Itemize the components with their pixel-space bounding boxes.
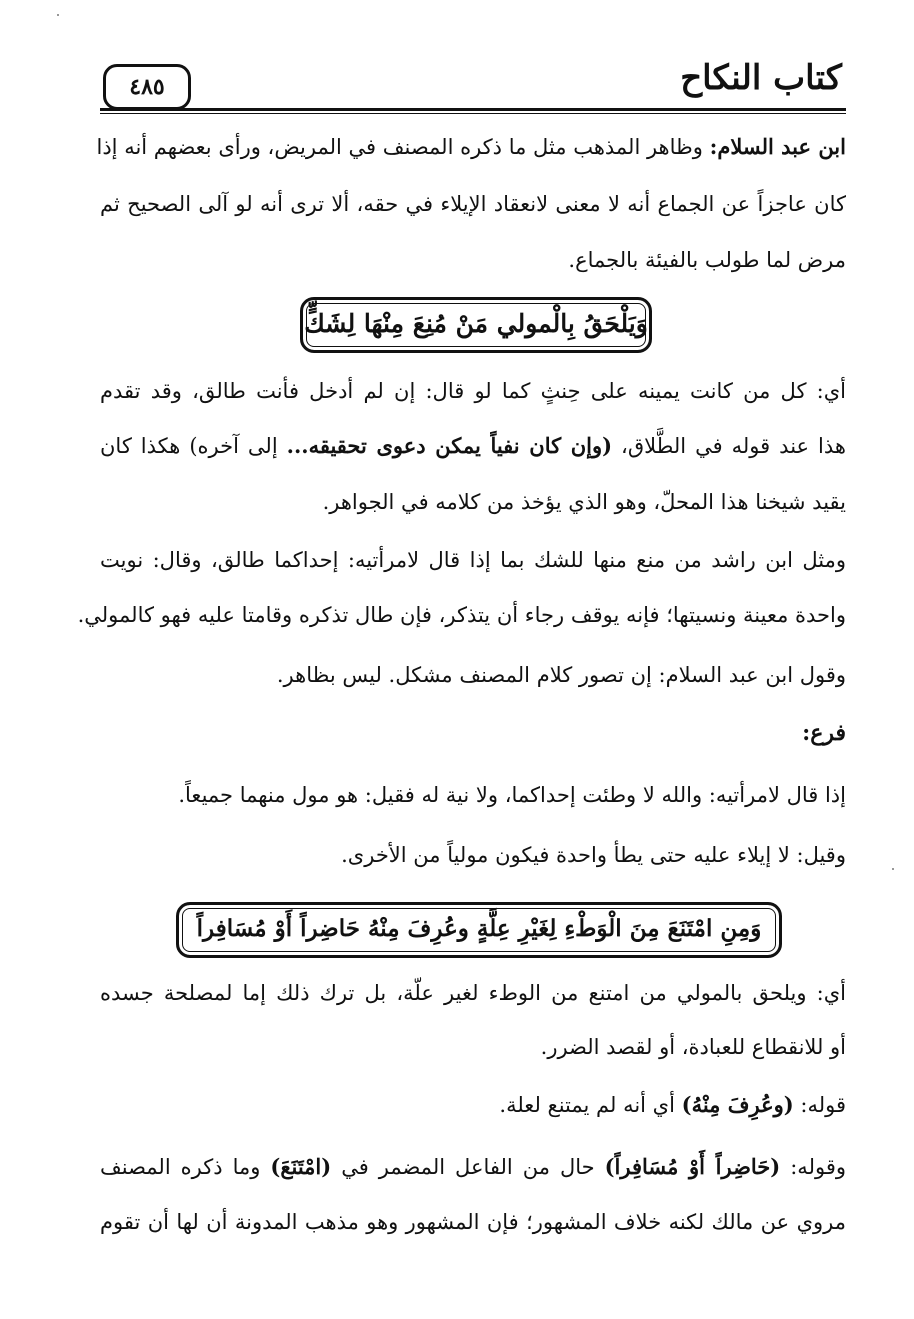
text-line: مروي عن مالك لكنه خلاف المشهور؛ فإن المشهور وهو مذهب المدونة أن لها أن تقوم [100,1210,846,1234]
quoted-matn: (امْتَنَعَ) [270,1154,332,1179]
text-line: إذا قال لامرأتيه: والله لا وطئت إحداكما، ولا نية له فقيل: هو مول منهما جميعاً. [178,783,846,807]
quoted-matn: (وإن كان نفياً يمكن دعوى تحقيقه... [286,433,613,458]
text-line: أي: كل من كانت يمينه على حِنثٍ كما لو قال: إن لم أدخل فأنت طالق، وقد تقدم [100,379,846,403]
text-line [96,132,846,162]
text-line: كان عاجزاً عن الجماع أنه لا معنى لانعقاد الإيلاء في حقه، ألا ترى أنه لو آلى الصحيح ثم [100,192,846,216]
header-rule [100,108,846,111]
text-span: حال من الفاعل المضمر في [331,1155,605,1179]
text-span: قوله: [793,1093,846,1117]
text-line [100,1152,846,1182]
scan-speck [892,868,894,870]
text-span: إلى آخره) هكذا كان [100,434,287,458]
speaker-label: ابن عبد السلام: [709,134,846,159]
quoted-matn: (حَاضِراً أَوْ مُسَافِراً) [604,1154,781,1179]
header-rule-thin [100,113,846,114]
text-line: يقيد شيخنا هذا المحلّ، وهو الذي يؤخذ من كلامه في الجواهر. [322,490,846,514]
running-title: كتاب النكاح [680,58,842,98]
text-line: وقيل: لا إيلاء عليه حتى يطأ واحدة فيكون مولياً من الأخرى. [341,843,846,867]
text-span: هذا عند قوله في الطَّلاق، [612,434,846,458]
matn-heading: وَيَلْحَقُ بِالْمولي مَنْ مُنِعَ مِنْهَا لِشَكٍّ [300,297,652,353]
text-line: أي: ويلحق بالمولي من امتنع من الوطء لغير علّة، بل ترك ذلك إما لمصلحة جسده [100,981,846,1005]
text-span: وظاهر المذهب مثل ما ذكره المصنف في المريض، ورأى بعضهم أنه إذا [96,135,710,159]
quoted-matn: (وعُرِفَ مِنْهُ) [681,1092,794,1117]
text-line: وقول ابن عبد السلام: إن تصور كلام المصنف مشكل. ليس بظاهر. [276,663,846,687]
text-span: وقوله: [780,1155,846,1179]
page-number: ٤٨٥ [129,74,165,100]
section-label: فرع: [802,720,846,746]
text-line: ومثل ابن راشد من منع منها للشك بما إذا قال لامرأتيه: إحداكما طالق، وقال: نويت [100,548,846,572]
text-line [100,1090,846,1120]
scan-speck [57,14,59,16]
page-number-badge [103,64,191,110]
matn-heading: وَمِنِ امْتَنَعَ مِنَ الْوَطْءِ لِغَيْرِ عِلَّةٍ وعُرِفَ مِنْهُ حَاضِراً أَوْ مُسَافِراً [176,902,782,958]
text-span: أي أنه لم يمتنع لعلة. [499,1093,682,1117]
text-line: أو للانقطاع للعبادة، أو لقصد الضرر. [540,1035,846,1059]
text-span: وما ذكره المصنف [100,1155,271,1179]
text-line: مرض لما طولب بالفيئة بالجماع. [568,248,846,272]
text-line [100,431,846,461]
text-line: واحدة معينة ونسيتها؛ فإنه يوقف رجاء أن يتذكر، فإن طال تذكره وقامتا عليه فهو كالمولي. [77,603,846,627]
